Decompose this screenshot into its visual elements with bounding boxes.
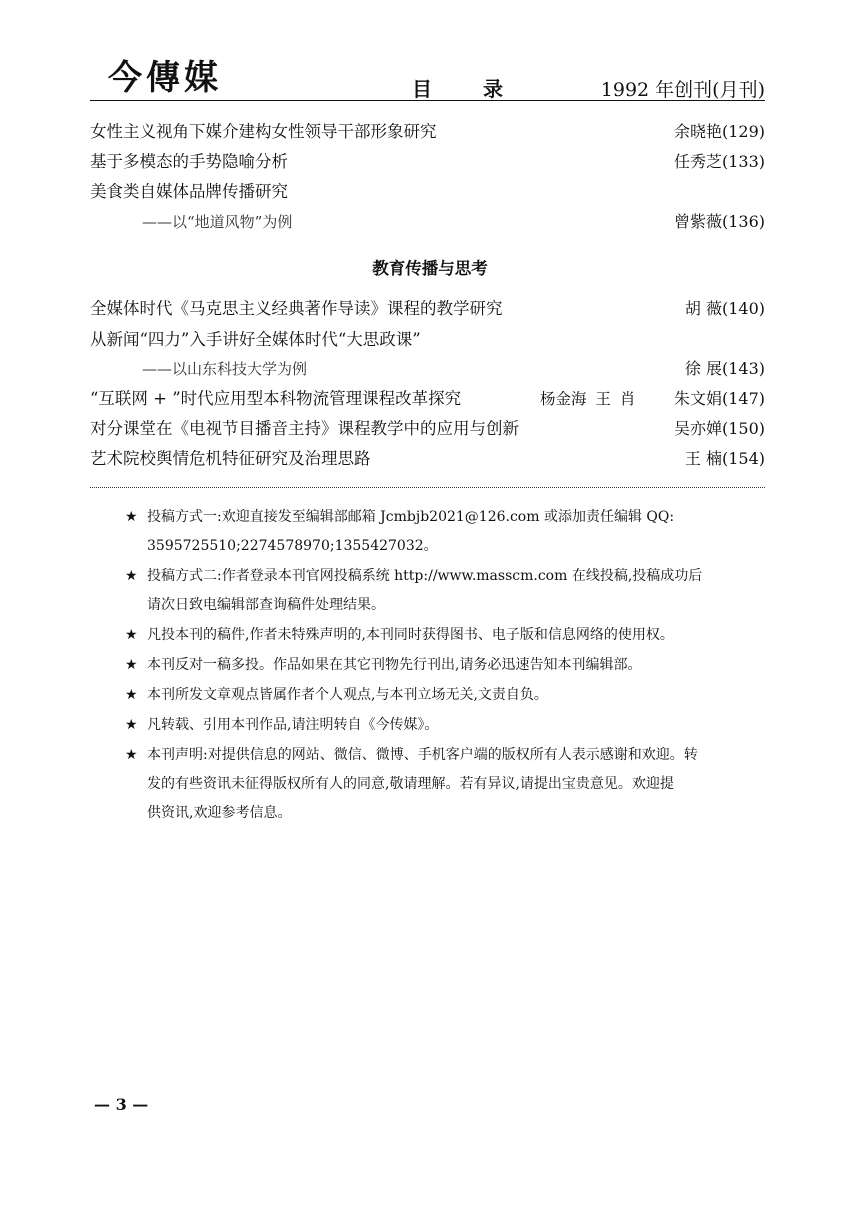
- star-icon: ★: [125, 747, 138, 763]
- notice-item: [125, 503, 755, 561]
- notice-item: [125, 621, 755, 650]
- star-icon: ★: [125, 657, 138, 673]
- header-rule: [90, 100, 765, 101]
- notice-item: [125, 741, 755, 828]
- toc-entry-title: 对分课堂在《电视节目播音主持》课程教学中的应用与创新: [90, 419, 519, 438]
- toc-entry-subtitle-text: ——以“地道风物”为例: [142, 213, 293, 231]
- toc-entry-author-page: 朱文娟(147): [673, 389, 765, 408]
- notice-line: 投稿方式一:欢迎直接发至编辑部邮箱 Jcmbjb2021@126.com 或添加责任编辑 QQ:: [147, 509, 675, 525]
- notice-item: [125, 711, 755, 740]
- toc-entry[interactable]: [90, 386, 765, 412]
- toc-entry-subtitle[interactable]: [90, 209, 765, 235]
- toc-entry-author-page: 任秀芝(133): [673, 152, 765, 171]
- toc-entry-author-page: 胡 薇(140): [684, 299, 765, 318]
- toc-entry-title: 全媒体时代《马克思主义经典著作导读》课程的教学研究: [90, 299, 503, 318]
- toc-entry[interactable]: [90, 149, 765, 175]
- notice-item: [125, 681, 755, 710]
- star-icon: ★: [125, 509, 138, 525]
- notice-line: 本刊反对一稿多投。作品如果在其它刊物先行刊出,请务必迅速告知本刊编辑部。: [147, 657, 642, 673]
- page-header: [90, 58, 765, 102]
- toc-entry-author-page: 徐 展(143): [684, 359, 765, 378]
- toc-entry-author-page: 王 楠(154): [684, 449, 765, 468]
- toc-entry-subtitle[interactable]: [90, 356, 765, 382]
- toc-entry[interactable]: [90, 179, 765, 205]
- notice-item: [125, 651, 755, 680]
- dotted-separator: [90, 487, 765, 488]
- toc-entry-title: 女性主义视角下媒介建构女性领导干部形象研究: [90, 122, 437, 141]
- notice-line: 供资讯,欢迎参考信息。: [147, 805, 292, 821]
- toc-entry-title: 美食类自媒体品牌传播研究: [90, 182, 288, 201]
- toc-entry-title: “互联网 + ”时代应用型本科物流管理课程改革探究: [90, 389, 462, 408]
- notice-line: 投稿方式二:作者登录本刊官网投稿系统 http://www.masscm.com 在线投稿,投稿成功后: [147, 568, 703, 584]
- toc-entry-title: 基于多模态的手势隐喻分析: [90, 152, 288, 171]
- toc-entry[interactable]: [90, 446, 765, 472]
- toc-entry-title: 艺术院校舆情危机特征研究及治理思路: [90, 449, 371, 468]
- star-icon: ★: [125, 717, 138, 733]
- toc-entry[interactable]: [90, 416, 765, 442]
- toc-entry-coauthors: 杨金海 王 肖: [540, 390, 636, 408]
- toc-entry[interactable]: [90, 119, 765, 145]
- toc-entry-author-page: 余晓艳(129): [673, 122, 765, 141]
- notice-line: 请次日致电编辑部查询稿件处理结果。: [147, 597, 385, 613]
- notice-line: 凡转载、引用本刊作品,请注明转自《今传媒》。: [147, 717, 439, 733]
- submission-notices: [125, 503, 755, 829]
- toc-entry-subtitle-text: ——以山东科技大学为例: [142, 360, 308, 378]
- toc-entry-author-page: 吴亦婵(150): [673, 419, 765, 438]
- issue-info: 1992 年创刊(月刊): [600, 79, 765, 101]
- star-icon: ★: [125, 568, 138, 584]
- notice-line: 3595725510;2274578970;1355427032。: [147, 538, 438, 554]
- notice-line: 凡投本刊的稿件,作者未特殊声明的,本刊同时获得图书、电子版和信息网络的使用权。: [147, 627, 674, 643]
- section-title: 目 录: [412, 77, 525, 101]
- notice-line: 本刊所发文章观点皆属作者个人观点,与本刊立场无关,文责自负。: [147, 687, 548, 703]
- page-number: — 3 —: [94, 1095, 149, 1114]
- journal-logo: 今傳媒: [108, 58, 222, 98]
- toc-entry-author-page: 曾紫薇(136): [673, 212, 765, 231]
- notice-line: 发的有些资讯未征得版权所有人的同意,敬请理解。若有异议,请提出宝贵意见。欢迎提: [147, 776, 674, 792]
- star-icon: ★: [125, 627, 138, 643]
- star-icon: ★: [125, 687, 138, 703]
- toc-entry-title: 从新闻“四力”入手讲好全媒体时代“大思政课”: [90, 330, 421, 349]
- toc-entry[interactable]: [90, 327, 765, 353]
- notice-item: [125, 562, 755, 620]
- toc-entry[interactable]: [90, 296, 765, 322]
- section-heading: 教育传播与思考: [372, 259, 488, 278]
- notice-line: 本刊声明:对提供信息的网站、微信、微博、手机客户端的版权所有人表示感谢和欢迎。转: [147, 747, 698, 763]
